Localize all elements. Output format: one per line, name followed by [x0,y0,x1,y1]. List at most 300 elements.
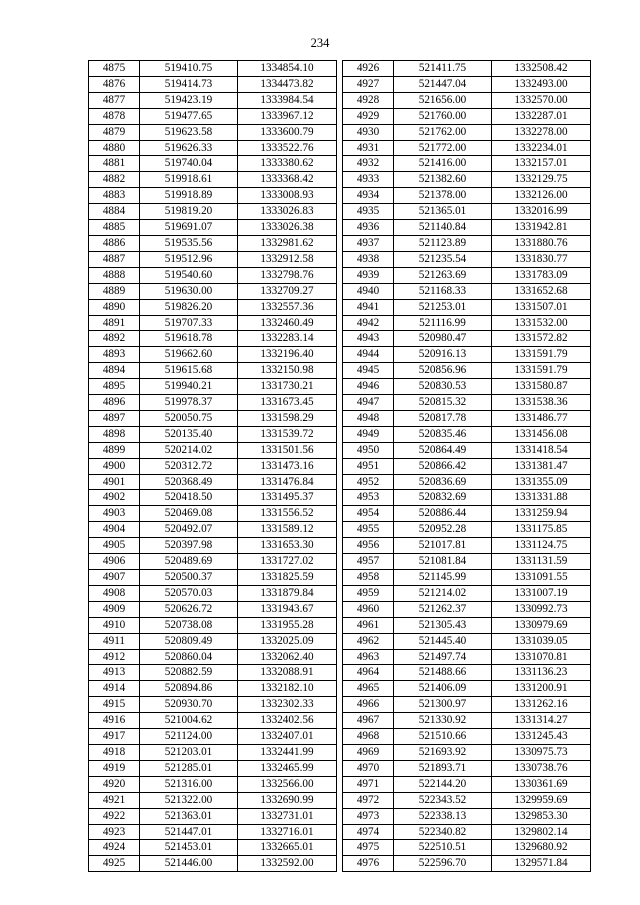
y-coordinate-cell: 1331136.23 [492,665,591,681]
x-coordinate-cell: 520856.96 [394,363,492,379]
y-coordinate-cell: 1333368.42 [238,172,337,188]
y-coordinate-cell: 1332278.00 [492,124,591,140]
x-coordinate-cell: 521330.92 [394,713,492,729]
y-coordinate-cell: 1331539.72 [238,426,337,442]
point-number-cell: 4949 [343,426,394,442]
table-row [343,713,591,729]
y-coordinate-cell: 1332493.00 [492,76,591,92]
y-coordinate-cell: 1331591.79 [492,347,591,363]
point-number-cell: 4876 [89,76,140,92]
table-row [89,251,337,267]
y-coordinate-cell: 1330361.69 [492,776,591,792]
x-coordinate-cell: 521081.84 [394,554,492,570]
point-number-cell: 4921 [89,792,140,808]
x-coordinate-cell: 521406.09 [394,681,492,697]
y-coordinate-cell: 1332126.00 [492,188,591,204]
x-coordinate-cell: 520368.49 [140,474,238,490]
y-coordinate-cell: 1332157.01 [492,156,591,172]
table-row [343,856,591,872]
y-coordinate-cell: 1331355.09 [492,474,591,490]
table-row [343,108,591,124]
y-coordinate-cell: 1331538.36 [492,395,591,411]
coordinates-table-right-body [343,61,591,872]
point-number-cell: 4963 [343,649,394,665]
table-row [89,220,337,236]
point-number-cell: 4915 [89,697,140,713]
table-row [89,792,337,808]
y-coordinate-cell: 1330738.76 [492,760,591,776]
table-row [343,570,591,586]
y-coordinate-cell: 1331507.01 [492,299,591,315]
x-coordinate-cell: 520836.69 [394,474,492,490]
x-coordinate-cell: 521510.66 [394,729,492,745]
y-coordinate-cell: 1333380.62 [238,156,337,172]
x-coordinate-cell: 520570.03 [140,585,238,601]
y-coordinate-cell: 1331880.76 [492,235,591,251]
point-number-cell: 4974 [343,824,394,840]
x-coordinate-cell: 521497.74 [394,649,492,665]
point-number-cell: 4902 [89,490,140,506]
table-row [343,395,591,411]
table-row [89,188,337,204]
x-coordinate-cell: 520489.69 [140,554,238,570]
y-coordinate-cell: 1331381.47 [492,458,591,474]
y-coordinate-cell: 1332508.42 [492,61,591,77]
y-coordinate-cell: 1332182.10 [238,681,337,697]
table-row [89,379,337,395]
x-coordinate-cell: 521145.99 [394,570,492,586]
y-coordinate-cell: 1331476.84 [238,474,337,490]
page-number: 234 [310,36,330,50]
x-coordinate-cell: 519477.65 [140,108,238,124]
point-number-cell: 4958 [343,570,394,586]
x-coordinate-cell: 520809.49 [140,633,238,649]
point-number-cell: 4957 [343,554,394,570]
x-coordinate-cell: 520500.37 [140,570,238,586]
point-number-cell: 4891 [89,315,140,331]
point-number-cell: 4944 [343,347,394,363]
x-coordinate-cell: 519740.04 [140,156,238,172]
point-number-cell: 4940 [343,283,394,299]
table-row [89,140,337,156]
point-number-cell: 4887 [89,251,140,267]
point-number-cell: 4937 [343,235,394,251]
table-row [343,808,591,824]
x-coordinate-cell: 521203.01 [140,744,238,760]
table-row [89,410,337,426]
point-number-cell: 4931 [343,140,394,156]
point-number-cell: 4930 [343,124,394,140]
y-coordinate-cell: 1331598.29 [238,410,337,426]
point-number-cell: 4906 [89,554,140,570]
x-coordinate-cell: 519423.19 [140,92,238,108]
y-coordinate-cell: 1332150.98 [238,363,337,379]
point-number-cell: 4922 [89,808,140,824]
x-coordinate-cell: 520916.13 [394,347,492,363]
table-row [89,681,337,697]
y-coordinate-cell: 1329802.14 [492,824,591,840]
x-coordinate-cell: 519662.60 [140,347,238,363]
table-row [343,124,591,140]
table-row [343,410,591,426]
table-row [89,315,337,331]
point-number-cell: 4975 [343,840,394,856]
point-number-cell: 4913 [89,665,140,681]
y-coordinate-cell: 1332016.99 [492,204,591,220]
y-coordinate-cell: 1332407.01 [238,729,337,745]
y-coordinate-cell: 1331556.52 [238,506,337,522]
coordinates-table-right [342,60,591,872]
y-coordinate-cell: 1331473.16 [238,458,337,474]
table-row [89,744,337,760]
x-coordinate-cell: 521762.00 [394,124,492,140]
table-row [89,283,337,299]
point-number-cell: 4896 [89,395,140,411]
point-number-cell: 4918 [89,744,140,760]
table-row [89,538,337,554]
x-coordinate-cell: 521123.89 [394,235,492,251]
y-coordinate-cell: 1331456.08 [492,426,591,442]
y-coordinate-cell: 1332302.33 [238,697,337,713]
table-row [343,140,591,156]
x-coordinate-cell: 521253.01 [394,299,492,315]
table-row [89,760,337,776]
table-row [343,744,591,760]
y-coordinate-cell: 1334473.82 [238,76,337,92]
y-coordinate-cell: 1331245.43 [492,729,591,745]
table-row [343,188,591,204]
point-number-cell: 4961 [343,617,394,633]
point-number-cell: 4923 [89,824,140,840]
x-coordinate-cell: 522343.52 [394,792,492,808]
point-number-cell: 4960 [343,601,394,617]
x-coordinate-cell: 520397.98 [140,538,238,554]
y-coordinate-cell: 1332981.62 [238,235,337,251]
point-number-cell: 4881 [89,156,140,172]
point-number-cell: 4898 [89,426,140,442]
point-number-cell: 4895 [89,379,140,395]
point-number-cell: 4972 [343,792,394,808]
point-number-cell: 4951 [343,458,394,474]
y-coordinate-cell: 1332441.99 [238,744,337,760]
table-row [343,92,591,108]
point-number-cell: 4919 [89,760,140,776]
point-number-cell: 4910 [89,617,140,633]
y-coordinate-cell: 1330975.73 [492,744,591,760]
table-row [343,363,591,379]
table-row [343,458,591,474]
y-coordinate-cell: 1333008.93 [238,188,337,204]
x-coordinate-cell: 521322.00 [140,792,238,808]
table-row [89,776,337,792]
point-number-cell: 4877 [89,92,140,108]
point-number-cell: 4946 [343,379,394,395]
x-coordinate-cell: 519540.60 [140,267,238,283]
table-row [343,840,591,856]
y-coordinate-cell: 1331879.84 [238,585,337,601]
point-number-cell: 4909 [89,601,140,617]
y-coordinate-cell: 1331039.05 [492,633,591,649]
coordinates-table-left-body [89,61,337,872]
x-coordinate-cell: 522338.13 [394,808,492,824]
table-row [343,649,591,665]
point-number-cell: 4935 [343,204,394,220]
x-coordinate-cell: 522340.82 [394,824,492,840]
y-coordinate-cell: 1332665.01 [238,840,337,856]
y-coordinate-cell: 1333522.76 [238,140,337,156]
point-number-cell: 4941 [343,299,394,315]
x-coordinate-cell: 522596.70 [394,856,492,872]
point-number-cell: 4888 [89,267,140,283]
point-number-cell: 4882 [89,172,140,188]
x-coordinate-cell: 519615.68 [140,363,238,379]
point-number-cell: 4917 [89,729,140,745]
x-coordinate-cell: 521656.00 [394,92,492,108]
y-coordinate-cell: 1332798.76 [238,267,337,283]
table-row [343,554,591,570]
y-coordinate-cell: 1332912.58 [238,251,337,267]
y-coordinate-cell: 1331572.82 [492,331,591,347]
point-number-cell: 4968 [343,729,394,745]
x-coordinate-cell: 521124.00 [140,729,238,745]
table-row [89,442,337,458]
table-row [89,522,337,538]
y-coordinate-cell: 1332088.91 [238,665,337,681]
point-number-cell: 4900 [89,458,140,474]
y-coordinate-cell: 1331730.21 [238,379,337,395]
table-row [343,522,591,538]
y-coordinate-cell: 1332465.99 [238,760,337,776]
x-coordinate-cell: 519623.58 [140,124,238,140]
y-coordinate-cell: 1332460.49 [238,315,337,331]
y-coordinate-cell: 1331532.00 [492,315,591,331]
y-coordinate-cell: 1332402.56 [238,713,337,729]
table-row [89,458,337,474]
y-coordinate-cell: 1332690.99 [238,792,337,808]
point-number-cell: 4945 [343,363,394,379]
y-coordinate-cell: 1331091.55 [492,570,591,586]
x-coordinate-cell: 520492.07 [140,522,238,538]
table-row [343,633,591,649]
table-row [89,426,337,442]
x-coordinate-cell: 521693.92 [394,744,492,760]
point-number-cell: 4928 [343,92,394,108]
x-coordinate-cell: 520050.75 [140,410,238,426]
table-row [343,331,591,347]
x-coordinate-cell: 521365.01 [394,204,492,220]
y-coordinate-cell: 1329680.92 [492,840,591,856]
point-number-cell: 4926 [343,61,394,77]
y-coordinate-cell: 1333967.12 [238,108,337,124]
x-coordinate-cell: 521772.00 [394,140,492,156]
table-row [343,792,591,808]
point-number-cell: 4884 [89,204,140,220]
point-number-cell: 4925 [89,856,140,872]
point-number-cell: 4967 [343,713,394,729]
table-row [343,220,591,236]
y-coordinate-cell: 1331591.79 [492,363,591,379]
x-coordinate-cell: 520817.78 [394,410,492,426]
y-coordinate-cell: 1332062.40 [238,649,337,665]
y-coordinate-cell: 1332592.00 [238,856,337,872]
point-number-cell: 4955 [343,522,394,538]
point-number-cell: 4962 [343,633,394,649]
x-coordinate-cell: 521262.37 [394,601,492,617]
point-number-cell: 4954 [343,506,394,522]
table-row [89,617,337,633]
point-number-cell: 4908 [89,585,140,601]
point-number-cell: 4905 [89,538,140,554]
table-row [89,585,337,601]
x-coordinate-cell: 521214.02 [394,585,492,601]
y-coordinate-cell: 1331955.28 [238,617,337,633]
table-row [343,617,591,633]
point-number-cell: 4939 [343,267,394,283]
y-coordinate-cell: 1332731.01 [238,808,337,824]
table-row [89,92,337,108]
table-row [343,776,591,792]
x-coordinate-cell: 521488.66 [394,665,492,681]
table-row [343,299,591,315]
y-coordinate-cell: 1332283.14 [238,331,337,347]
point-number-cell: 4932 [343,156,394,172]
x-coordinate-cell: 519826.20 [140,299,238,315]
y-coordinate-cell: 1333984.54 [238,92,337,108]
table-row [89,172,337,188]
point-number-cell: 4883 [89,188,140,204]
point-number-cell: 4916 [89,713,140,729]
x-coordinate-cell: 521004.62 [140,713,238,729]
point-number-cell: 4879 [89,124,140,140]
y-coordinate-cell: 1331131.59 [492,554,591,570]
y-coordinate-cell: 1331830.77 [492,251,591,267]
y-coordinate-cell: 1331124.75 [492,538,591,554]
y-coordinate-cell: 1332234.01 [492,140,591,156]
point-number-cell: 4943 [343,331,394,347]
table-row [343,76,591,92]
x-coordinate-cell: 521416.00 [394,156,492,172]
y-coordinate-cell: 1331942.81 [492,220,591,236]
x-coordinate-cell: 521316.00 [140,776,238,792]
point-number-cell: 4890 [89,299,140,315]
x-coordinate-cell: 519414.73 [140,76,238,92]
y-coordinate-cell: 1331943.67 [238,601,337,617]
y-coordinate-cell: 1330992.73 [492,601,591,617]
x-coordinate-cell: 521453.01 [140,840,238,856]
point-number-cell: 4878 [89,108,140,124]
table-row [89,808,337,824]
point-number-cell: 4893 [89,347,140,363]
table-row [89,395,337,411]
table-row [89,713,337,729]
point-number-cell: 4948 [343,410,394,426]
table-row [89,267,337,283]
y-coordinate-cell: 1332716.01 [238,824,337,840]
y-coordinate-cell: 1331727.02 [238,554,337,570]
point-number-cell: 4965 [343,681,394,697]
x-coordinate-cell: 520894.86 [140,681,238,697]
table-row [89,824,337,840]
point-number-cell: 4936 [343,220,394,236]
y-coordinate-cell: 1331259.94 [492,506,591,522]
y-coordinate-cell: 1331825.59 [238,570,337,586]
y-coordinate-cell: 1329853.30 [492,808,591,824]
point-number-cell: 4929 [343,108,394,124]
table-row [89,856,337,872]
table-row [89,570,337,586]
x-coordinate-cell: 519918.61 [140,172,238,188]
x-coordinate-cell: 519535.56 [140,235,238,251]
point-number-cell: 4911 [89,633,140,649]
point-number-cell: 4934 [343,188,394,204]
table-row [343,490,591,506]
x-coordinate-cell: 520832.69 [394,490,492,506]
x-coordinate-cell: 519819.20 [140,204,238,220]
table-row [343,61,591,77]
table-row [343,681,591,697]
y-coordinate-cell: 1331653.30 [238,538,337,554]
table-row [343,156,591,172]
x-coordinate-cell: 522144.20 [394,776,492,792]
x-coordinate-cell: 520214.02 [140,442,238,458]
table-row [343,235,591,251]
table-row [89,331,337,347]
table-row [89,633,337,649]
x-coordinate-cell: 519626.33 [140,140,238,156]
x-coordinate-cell: 521893.71 [394,760,492,776]
table-row [89,204,337,220]
x-coordinate-cell: 521378.00 [394,188,492,204]
table-row [89,363,337,379]
y-coordinate-cell: 1331673.45 [238,395,337,411]
table-row [89,506,337,522]
point-number-cell: 4894 [89,363,140,379]
y-coordinate-cell: 1334854.10 [238,61,337,77]
x-coordinate-cell: 519630.00 [140,283,238,299]
x-coordinate-cell: 521382.60 [394,172,492,188]
x-coordinate-cell: 521363.01 [140,808,238,824]
x-coordinate-cell: 521235.54 [394,251,492,267]
x-coordinate-cell: 520866.42 [394,458,492,474]
point-number-cell: 4938 [343,251,394,267]
table-row [343,585,591,601]
x-coordinate-cell: 521300.97 [394,697,492,713]
x-coordinate-cell: 522510.51 [394,840,492,856]
x-coordinate-cell: 520886.44 [394,506,492,522]
point-number-cell: 4914 [89,681,140,697]
y-coordinate-cell: 1332196.40 [238,347,337,363]
x-coordinate-cell: 521116.99 [394,315,492,331]
table-row [343,506,591,522]
table-row [343,729,591,745]
table-row [89,347,337,363]
point-number-cell: 4889 [89,283,140,299]
table-row [343,283,591,299]
x-coordinate-cell: 520835.46 [394,426,492,442]
table-row [89,665,337,681]
x-coordinate-cell: 521305.43 [394,617,492,633]
y-coordinate-cell: 1332570.00 [492,92,591,108]
point-number-cell: 4880 [89,140,140,156]
point-number-cell: 4875 [89,61,140,77]
point-number-cell: 4899 [89,442,140,458]
table-row [343,697,591,713]
point-number-cell: 4920 [89,776,140,792]
table-row [343,474,591,490]
point-number-cell: 4886 [89,235,140,251]
x-coordinate-cell: 521140.84 [394,220,492,236]
x-coordinate-cell: 520135.40 [140,426,238,442]
